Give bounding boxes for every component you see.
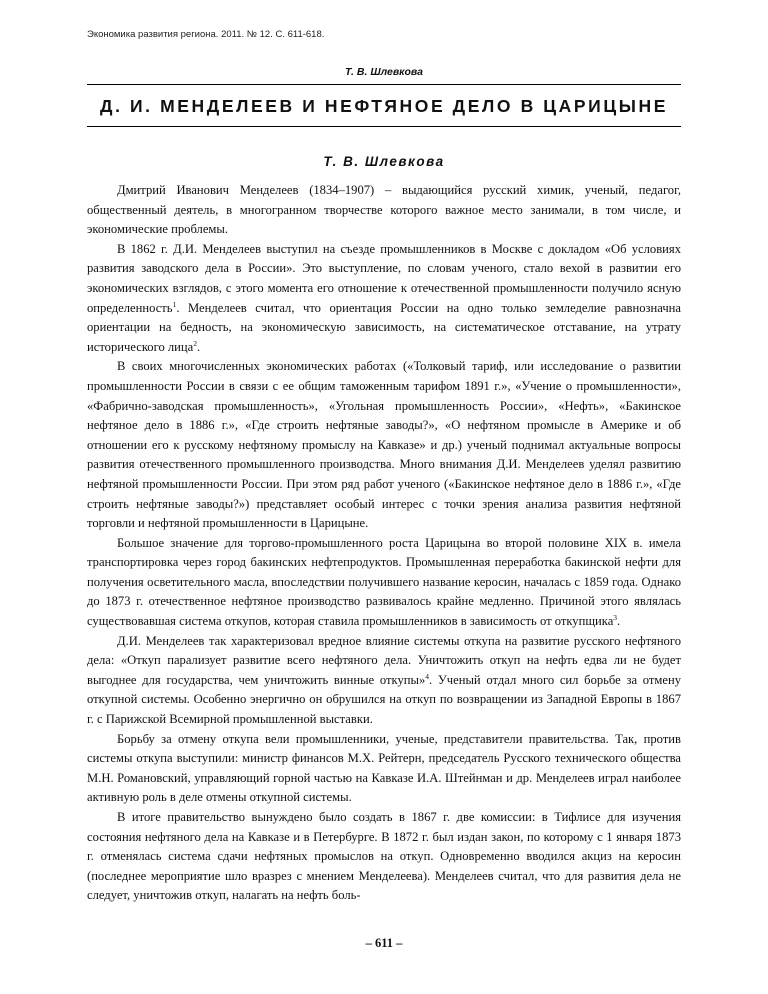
article-title: Д. И. МЕНДЕЛЕЕВ И НЕФТЯНОЕ ДЕЛО В ЦАРИЦЫНЕ bbox=[100, 96, 668, 116]
footnote-ref: 2 bbox=[193, 338, 198, 348]
paragraph: В своих многочисленных экономических работах («Толковый тариф, или исследование о развитии промышленности России в связи с ее общим таможенным тарифом 1891 г.», «Учение о промышленности», «Фабрично-заводская промышленность», «Угольная промышленность России», «Нефть», «Бакинское нефтяное дело в 1886 г.», «Где строить нефтяные заводы?», «О нефтяном промысле в Америке и об отношении его к русскому нефтяному промыслу на Кавказе» и др.) ученый поднимал актуальные вопросы развития отечественного промышленного производства. Много внимания Д.И. Менделеев уделял развитию нефтяной промышленности России. При этом ряд работ ученого («Бакинское нефтяное дело в 1886 г.», «Где строить нефтяные заводы?») представляет особый интерес с точки зрения анализа развития нефтяной торговли и нефтяной промышленности в Царицыне. bbox=[87, 359, 681, 531]
article-author: Т. В. Шлевкова bbox=[323, 154, 445, 169]
title-rule-bottom bbox=[87, 126, 681, 127]
paragraph: Большое значение для торгово-промышленного роста Царицына во второй половине XIX в. имела транспортировка через город бакинских нефтепродуктов. Промышленная переработка бакинской нефти для получения осветительного масла, впоследствии получившего название керосин, началась с 1859 года. Однако до 1873 г. отечественное нефтяное производство развивалось крайне медленно. Причиной этого являлась существовавшая система откупов, которая ставила промышленников в зависимость от откупщика$^3$. bbox=[87, 535, 681, 629]
paragraph: Дмитрий Иванович Менделеев (1834–1907) – выдающийся русский химик, ученый, педагог, общественный деятель, в многогранном творчестве которого важное место занимали, в том числе, и экономические проблемы. bbox=[87, 183, 681, 237]
paragraph: В итоге правительство вынуждено было создать в 1867 г. две комиссии: в Тифлисе для изучения состояния нефтяного дела на Кавказе и в Петербурге. В 1872 г. был издан закон, по которому с 1 января 1873 г. отменялась система сдачи нефтяных промыслов на откуп. Одновременно вводился акциз на керосин (последнее мероприятие шло вразрез с мнением Менделеева). Менделеев считал, что для развития дела не следует, уничтожив откуп, налагать на нефть боль- bbox=[87, 810, 681, 903]
running-head: Т. В. Шлевкова bbox=[345, 66, 423, 78]
page-number: – 611 – bbox=[365, 936, 403, 950]
footnote-ref: 4 bbox=[425, 671, 429, 681]
paragraph: Д.И. Менделеев так характеризовал вредное влияние системы откупа на развитие русского нефтяного дела: «Откуп парализует развитие всего нефтяного дела. Уничтожить откуп на нефть едва ли не будет выгоднее для государства, чем уничтожить винные откупы»$^4$. Ученый отдал много сил борьбе за отмену откупной системы. Особенно энергично он обрушился на откуп по возвращении из Западной Европы в 1867 г. с Парижской Всемирной промышленной выставки. bbox=[87, 633, 681, 727]
journal-reference: Экономика развития региона. 2011. № 12. С. 611-618. bbox=[87, 29, 325, 40]
paragraph: Борьбу за отмену откупа вели промышленники, ученые, представители правительства. Так, против системы откупа выступили: министр финансов М.Х. Рейтерн, председатель Русского технического общества М.Н. Романовский, управляющий горной частью на Кавказе И.А. Штейнман и др. Менделеев играл наиболее активную роль в деле отмены откупной системы. bbox=[87, 731, 681, 805]
article-body bbox=[87, 181, 681, 906]
title-rule-top bbox=[87, 84, 681, 85]
paragraph: В 1862 г. Д.И. Менделеев выступил на съезде промышленников в Москве с докладом «Об условиях развития заводского дела в России». Это выступление, по словам ученого, стало вехой в развитии его экономических взглядов, с этого момента его отношение к отечественной промышленности получило ясную определенность$^1$. Менделеев считал, что ориентация России на одно только земледелие равнозначна ориентации на бедность, на экономическую зависимость, на систематическое отставание, на утрату исторического лица$^2$. bbox=[87, 241, 681, 354]
footnote-ref: 1 bbox=[172, 299, 177, 309]
footnote-ref: 3 bbox=[613, 612, 618, 622]
